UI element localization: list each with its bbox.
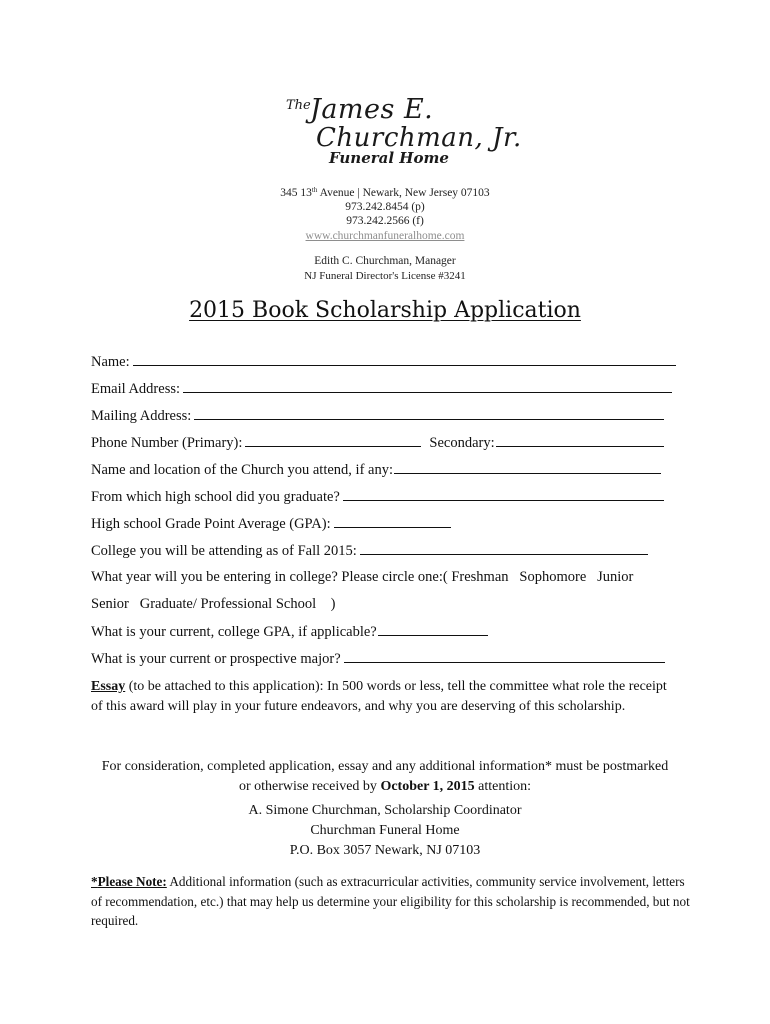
gpa-field — [91, 514, 451, 532]
major-label: What is your current or prospective major? — [91, 651, 341, 667]
mailing-label: Mailing Address: — [91, 408, 192, 424]
note-paragraph — [91, 872, 691, 931]
page-title: 2015 Book Scholarship Application — [189, 298, 581, 323]
logo-the: The — [286, 98, 311, 113]
college-gpa-field — [91, 622, 488, 640]
name-blank[interactable] — [133, 352, 676, 366]
phone-primary-label: Phone Number (Primary): — [91, 435, 243, 451]
coordinator-line: A. Simone Churchman, Scholarship Coordinator — [248, 803, 522, 818]
high-school-field — [91, 487, 664, 505]
church-blank[interactable] — [394, 460, 661, 474]
college-field — [91, 541, 648, 559]
gpa-label: High school Grade Point Average (GPA): — [91, 516, 331, 532]
submission-line-2: or otherwise received by October 1, 2015 attention: — [238, 779, 532, 794]
phone-field — [91, 433, 664, 451]
website-link[interactable]: www.churchmanfuneralhome.com — [305, 230, 465, 242]
logo-line-churchman: Churchman, Jr. — [316, 123, 522, 153]
note-star: * — [91, 874, 98, 889]
college-label: College you will be attending as of Fall 2015: — [91, 543, 357, 559]
address-line: 345 13th Avenue | Newark, New Jersey 07103 — [280, 186, 490, 199]
essay-paragraph — [91, 677, 681, 716]
high-school-label: From which high school did you graduate? — [91, 489, 340, 505]
email-blank[interactable] — [183, 379, 672, 393]
logo-line-james: James E. — [310, 94, 434, 125]
year-question: What year will you be entering in college? Please circle one:( Freshman Sophomore Junior — [91, 569, 634, 585]
essay-text: (to be attached to this application): In 500 words or less, tell the committee what role the receipt of this award will play in your future endeavors, and why you are deserving of this scholarship. — [91, 679, 667, 714]
high-school-blank[interactable] — [343, 487, 664, 501]
phone-primary-blank[interactable] — [245, 433, 421, 447]
college-blank[interactable] — [360, 541, 648, 555]
church-label: Name and location of the Church you attend, if any: — [91, 462, 393, 478]
note-label: Please Note: — [97, 874, 167, 889]
deadline-date: October 1, 2015 — [380, 779, 475, 794]
year-options: Senior Graduate/ Professional School ) — [91, 596, 336, 612]
fax-line: 973.242.2566 (f) — [346, 215, 424, 227]
org-line: Churchman Funeral Home — [310, 823, 460, 838]
logo-line-funeral-home: Funeral Home — [329, 149, 449, 167]
mailing-field — [91, 406, 664, 424]
gpa-blank[interactable] — [334, 514, 451, 528]
po-box-line: P.O. Box 3057 Newark, NJ 07103 — [289, 843, 481, 858]
phone-line: 973.242.8454 (p) — [345, 201, 425, 213]
major-blank[interactable] — [344, 649, 665, 663]
church-field — [91, 460, 661, 478]
funeral-home-logo — [280, 92, 522, 174]
email-field — [91, 379, 672, 397]
phone-secondary-label: Secondary: — [429, 435, 495, 451]
name-label: Name: — [91, 354, 130, 370]
phone-secondary-blank[interactable] — [496, 433, 664, 447]
college-gpa-label: What is your current, college GPA, if applicable? — [91, 624, 377, 640]
manager-line: Edith C. Churchman, Manager — [314, 255, 456, 267]
email-label: Email Address: — [91, 381, 181, 397]
note-text: Additional information (such as extracurricular activities, community service involvement, letters of recommendation, etc.) that may help us determine your eligibility for this scholarship is recommended, but not required. — [91, 874, 690, 928]
major-field — [91, 649, 665, 667]
submission-line-1: For consideration, completed application, essay and any additional information* must be postmarked — [101, 759, 669, 774]
essay-label: Essay — [91, 679, 126, 694]
website-link-row — [0, 229, 770, 243]
mailing-blank[interactable] — [194, 406, 664, 420]
license-line: NJ Funeral Director's License #3241 — [304, 270, 466, 282]
college-gpa-blank[interactable] — [378, 622, 488, 636]
name-field — [91, 352, 676, 370]
